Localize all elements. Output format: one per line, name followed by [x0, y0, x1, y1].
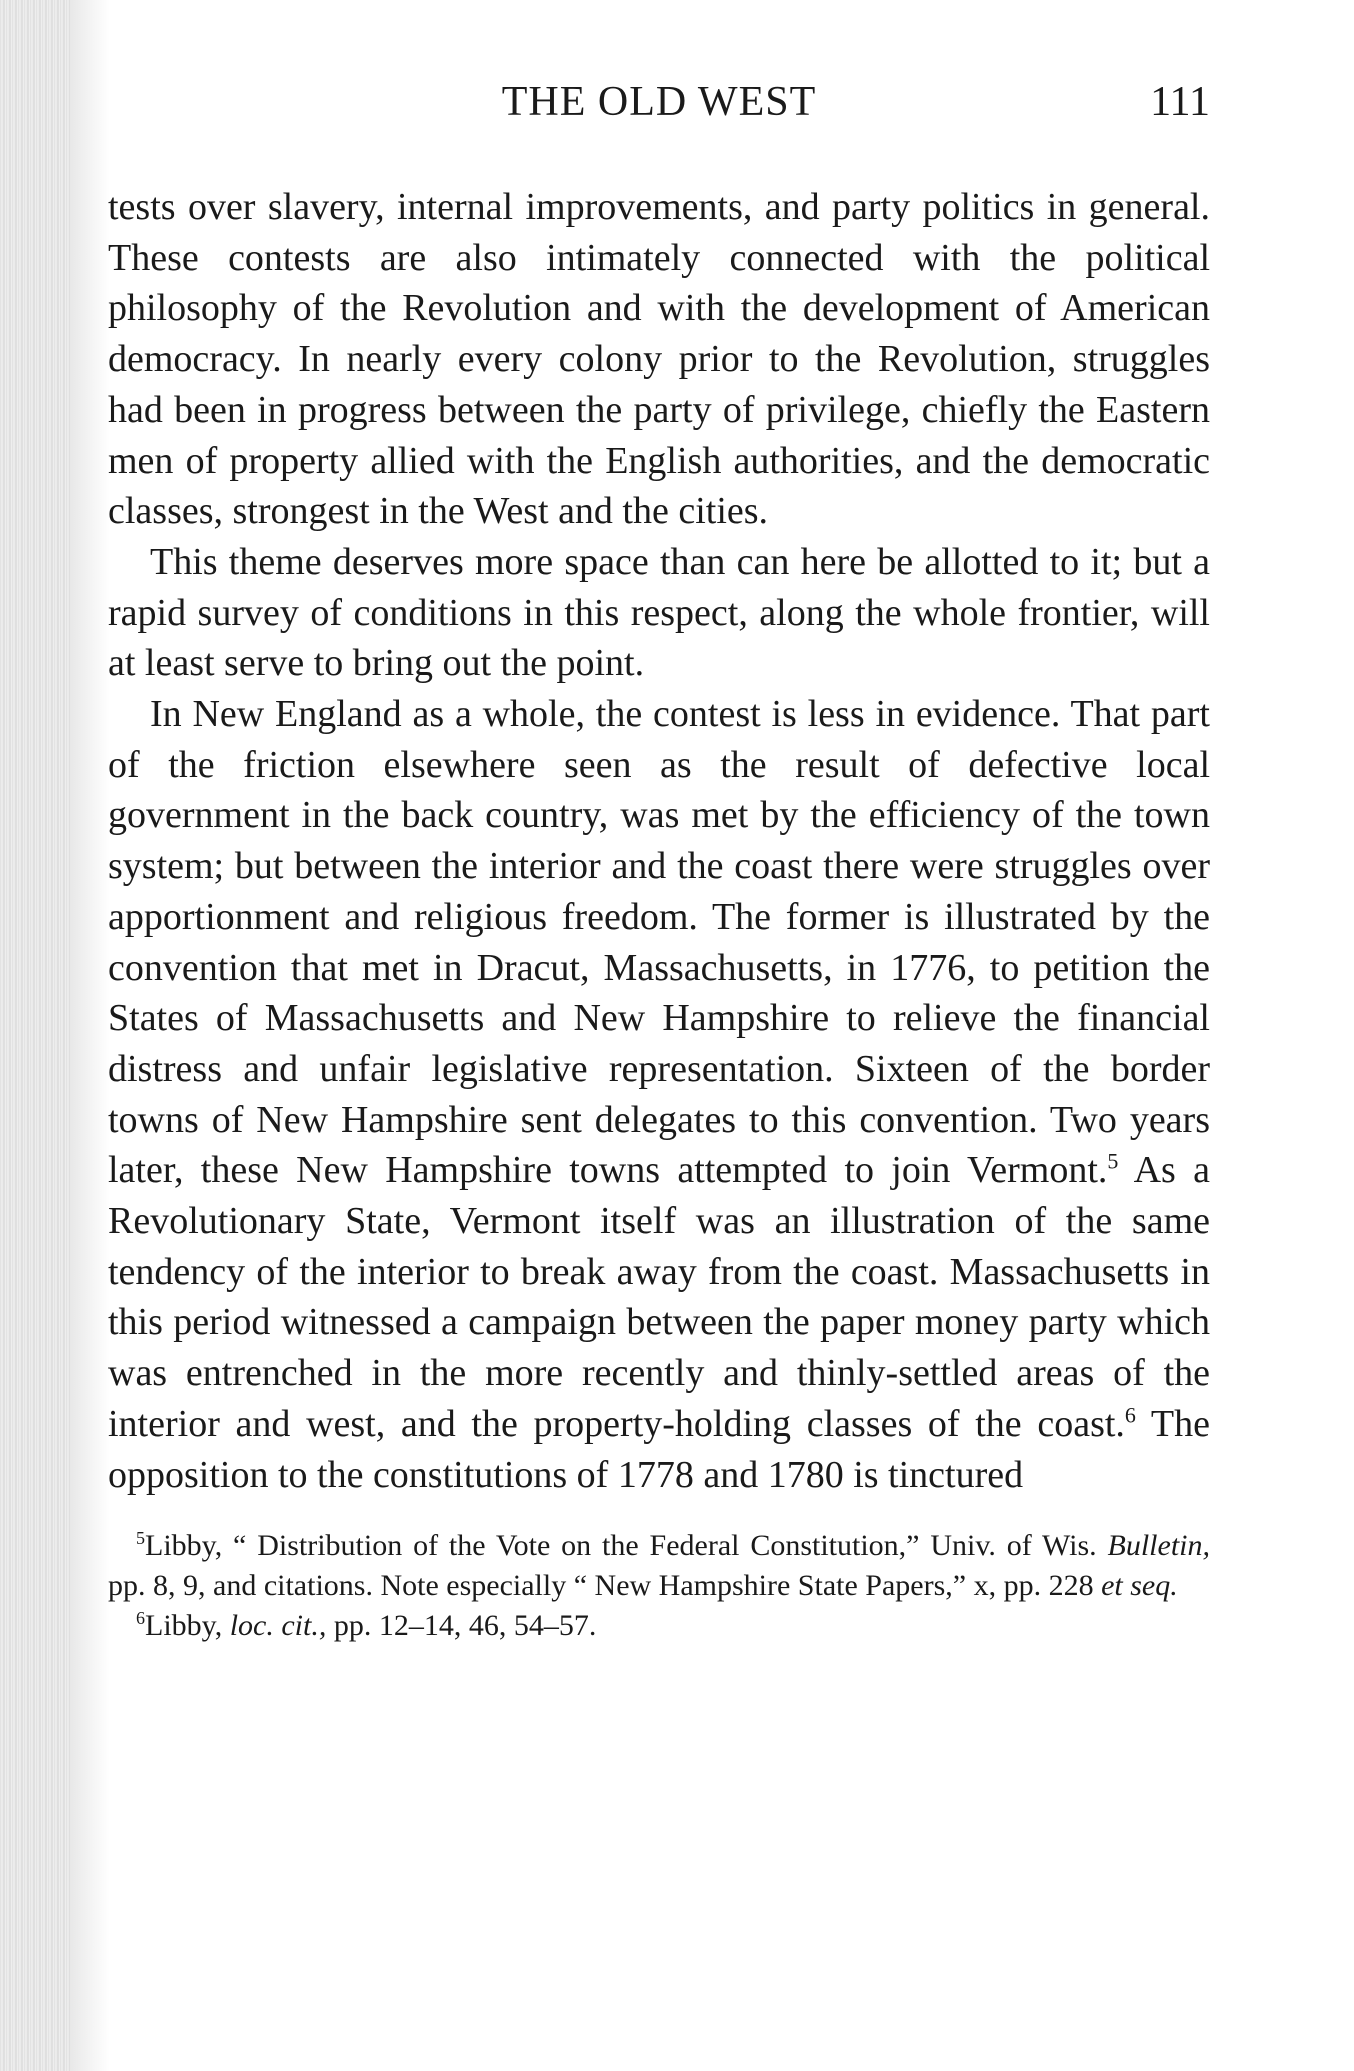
footnote-text: Libby, — [145, 1609, 230, 1643]
footnote-5 — [108, 1526, 1210, 1606]
page-number: 111 — [1150, 79, 1210, 125]
footnote-text: pp. 12–14, 46, 54–57. — [326, 1609, 597, 1643]
footnote-italic: loc. cit., — [229, 1609, 327, 1643]
footnote-text: Libby, “ Distribution of the Vote on the Federal Constitution,” Univ. of Wis. — [145, 1529, 1108, 1563]
footnotes — [108, 1526, 1210, 1646]
footnote-marker: 6 — [136, 1608, 145, 1629]
paragraph: This theme deserves more space than can here be allotted to it; but a rapid survey of conditions in this respect, along the whole frontier, will at least serve to bring out the point. — [108, 540, 1210, 685]
paragraph-text: The opposition to the constitutions of 1778 and 1780 is tinctured — [108, 1402, 1210, 1496]
page-header — [108, 70, 1210, 140]
scan-gutter-shadow — [0, 0, 70, 2071]
paragraph-text: In New England as a whole, the contest is less in evidence. That part of the friction elsewhere seen as the result of defective local government in the back country, was met by the efficiency of the town system; but between the interior and the coast there were struggles over apportionment and religious freedom. The former is illustrated by the convention that met in Dracut, Massachusetts, in 1776, to petition the States of Massachusetts and New Hampshire to relieve the financial distress and unfair legislative representation. Sixteen of the border towns of New Hampshire sent delegates to this convention. Two years later, these New Hampshire towns attempted to join Vermont. — [108, 693, 1210, 1192]
book-page — [108, 70, 1210, 1646]
paragraph-text: As a Revolutionary State, Vermont itself was an illustration of the same tendency of the interior to break away from the coast. Massachusetts in this period witnessed a campaign between the paper money party which was entrenched in the more recently and thinly-settled areas of the interior and west, and the property-holding classes of the coast. — [108, 1149, 1211, 1445]
footnote-ref-6: 6 — [1124, 1402, 1136, 1428]
footnote-6 — [108, 1606, 1210, 1646]
footnote-ref-5: 5 — [1107, 1148, 1119, 1174]
paragraph — [108, 689, 1210, 1500]
scan-gutter-fade — [70, 0, 110, 2071]
footnote-italic: et seq. — [1101, 1569, 1178, 1603]
footnote-text: pp. 8, 9, and citations. Note especially “ New Hampshire State Papers,” x, pp. 228 — [108, 1569, 1102, 1603]
footnote-marker: 5 — [136, 1528, 145, 1549]
paragraph: tests over slavery, internal improvements, and party politics in general. These contests are also intimately connected with the political philosophy of the Revolution and with the development of American democracy. In nearly every colony prior to the Revolution, struggles had been in progress between the party of privilege, chiefly the Eastern men of property allied with the English authorities, and the democratic classes, strongest in the West and the cities. — [108, 186, 1210, 533]
running-title: THE OLD WEST — [501, 79, 817, 125]
footnote-italic: Bulletin, — [1107, 1529, 1210, 1563]
body-text — [108, 182, 1210, 1500]
